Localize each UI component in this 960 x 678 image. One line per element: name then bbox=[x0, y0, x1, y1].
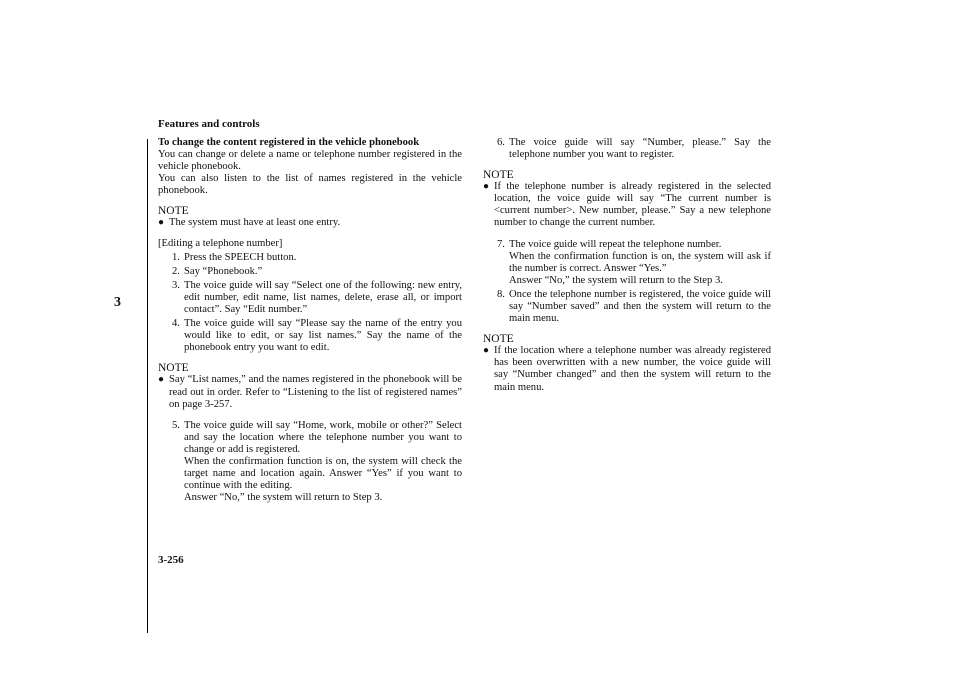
note-label: NOTE bbox=[158, 205, 189, 218]
note-label: NOTE bbox=[158, 362, 189, 375]
note-text: Say “List names,” and the names registered in the phonebook will be read out in order. Refer to “Listening to the list of registered names” on page 3-257. bbox=[169, 374, 462, 410]
step-3 bbox=[158, 280, 462, 316]
step-number: 2. bbox=[172, 265, 180, 277]
step-text: The voice guide will say “Home, work, mobile or other?” Select and say the location where the telephone number you want to change or add is registered. bbox=[184, 419, 462, 455]
page-header-title: Features and controls bbox=[158, 118, 260, 130]
note-label: NOTE bbox=[483, 169, 514, 182]
step-number: 7. bbox=[497, 238, 505, 250]
chapter-number: 3 bbox=[114, 295, 121, 310]
step-number: 4. bbox=[172, 318, 180, 330]
right-column bbox=[483, 137, 771, 394]
bullet-icon: ● bbox=[158, 374, 165, 386]
intro-paragraph-1: You can change or delete a name or telephone number registered in the vehicle phonebook. bbox=[158, 149, 462, 173]
bullet-icon: ● bbox=[158, 217, 165, 229]
step-2 bbox=[158, 266, 462, 278]
note-text: If the telephone number is already registered in the selected location, the voice guide will say “The current number is <current number>. New number, please.” Say a new telephone number to change the current number. bbox=[494, 181, 771, 229]
step-4 bbox=[158, 318, 462, 354]
subheading: [Editing a telephone number] bbox=[158, 237, 283, 249]
step-number: 6. bbox=[497, 137, 505, 148]
intro-paragraph-2: You can also listen to the list of names registered in the vehicle phonebook. bbox=[158, 173, 462, 197]
step-text: Press the SPEECH button. bbox=[184, 251, 297, 263]
note-text: If the location where a telephone number was already registered has been overwritten with a new number, the voice guide will say “Number changed” and then the system will return to the main menu. bbox=[494, 345, 771, 393]
step-text: When the confirmation function is on, the system will check the target name and location again. Answer “Yes” if you want to continue with the editing. bbox=[184, 455, 462, 492]
note-label: NOTE bbox=[483, 333, 514, 346]
step-number: 5. bbox=[172, 419, 180, 431]
step-text: The voice guide will repeat the telephone number. bbox=[509, 238, 722, 250]
bullet-icon: ● bbox=[483, 345, 490, 357]
step-text: Once the telephone number is registered, the voice guide will say “Number saved” and then the system will return to the main menu. bbox=[509, 288, 771, 325]
note-bullet bbox=[158, 217, 462, 229]
step-8 bbox=[483, 289, 771, 325]
step-6 bbox=[483, 137, 771, 161]
step-7 bbox=[483, 239, 771, 287]
note-bullet bbox=[483, 181, 771, 229]
step-text: The voice guide will say “Number, please.” Say the telephone number you want to register. bbox=[509, 137, 771, 161]
left-column bbox=[158, 137, 462, 506]
step-number: 8. bbox=[497, 288, 505, 300]
step-text: When the confirmation function is on, the system will ask if the number is correct. Answer “Yes.” bbox=[509, 250, 771, 274]
step-5 bbox=[158, 420, 462, 505]
chapter-tab bbox=[96, 139, 148, 633]
note-text: The system must have at least one entry. bbox=[169, 217, 341, 229]
section-title: To change the content registered in the vehicle phonebook bbox=[158, 137, 420, 148]
step-text: Answer “No,” the system will return to the Step 3. bbox=[509, 274, 723, 286]
step-number: 1. bbox=[172, 251, 180, 263]
step-text: The voice guide will say “Please say the name of the entry you would like to edit, or say list names.” Say the name of the phonebook entry you want to edit. bbox=[184, 318, 462, 354]
step-text: Answer “No,” the system will return to Step 3. bbox=[184, 492, 383, 504]
page-number: 3-256 bbox=[158, 554, 184, 566]
step-text: Say “Phonebook.” bbox=[184, 265, 263, 277]
bullet-icon: ● bbox=[483, 181, 490, 193]
note-bullet bbox=[483, 345, 771, 393]
step-text: The voice guide will say “Select one of the following: new entry, edit number, edit name, list names, delete, erase all, or import contact”. Say “Edit number.” bbox=[184, 279, 462, 316]
step-number: 3. bbox=[172, 279, 180, 291]
step-1 bbox=[158, 252, 462, 264]
note-bullet bbox=[158, 374, 462, 410]
